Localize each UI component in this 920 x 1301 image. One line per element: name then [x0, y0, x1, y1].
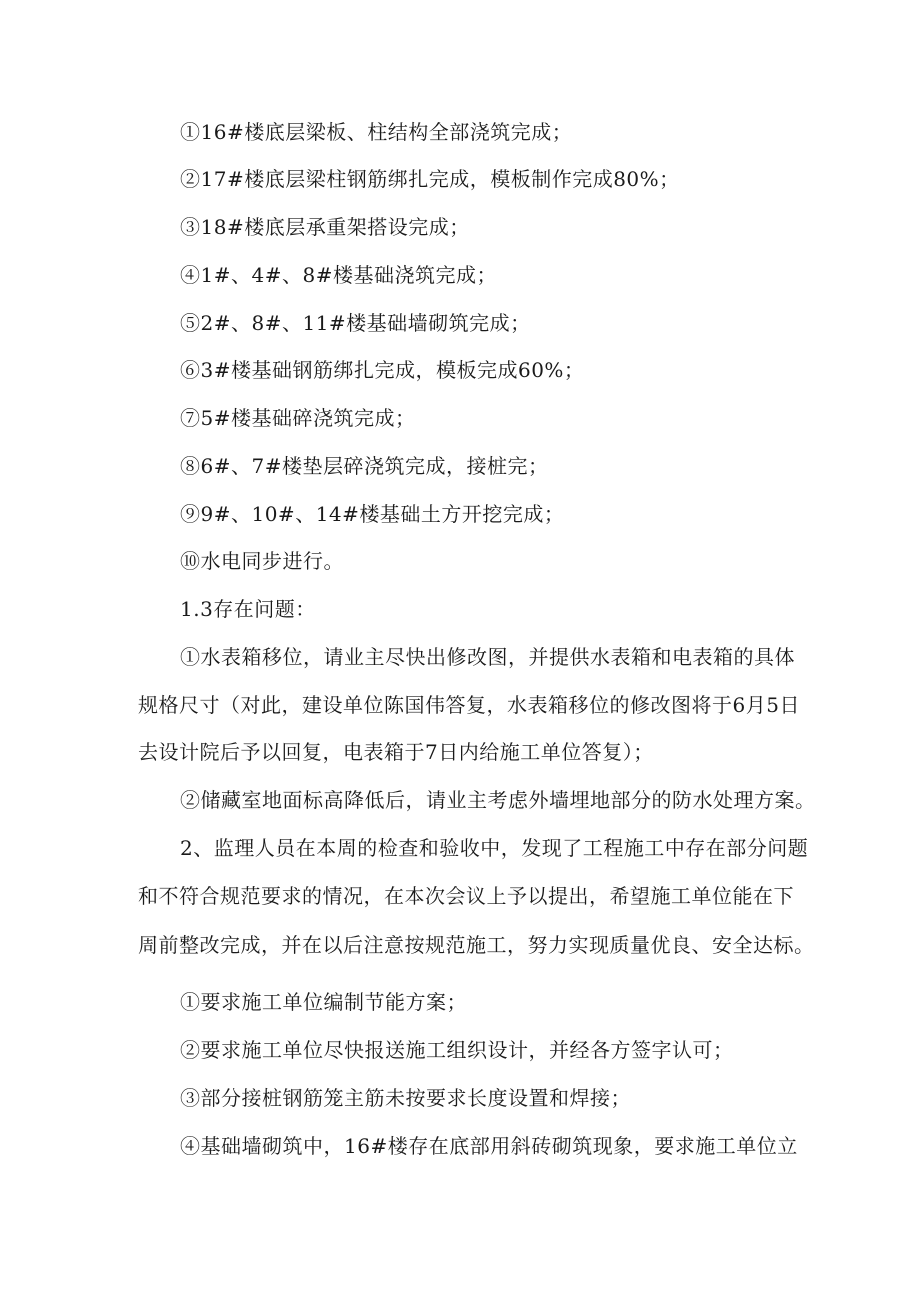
requirement-item-3: ③部分接桩钢筋笼主筋未按要求长度设置和焊接； — [180, 1086, 631, 1110]
progress-item-9: ⑨9#、10#、14#楼基础土方开挖完成； — [180, 502, 565, 526]
progress-item-7: ⑦5#楼基础碎浇筑完成； — [180, 406, 416, 430]
paragraph-2-line-3: 周前整改完成，并在以后注意按规范施工，努力实现质量优良、安全达标。 — [138, 933, 815, 957]
progress-item-2: ②17#楼底层梁柱钢筋绑扎完成，模板制作完成80%； — [180, 167, 680, 191]
progress-item-5: ⑤2#、8#、11#楼基础墙砌筑完成； — [180, 311, 531, 335]
issue-1-line-2: 规格尺寸（对此，建设单位陈国伟答复，水表箱移位的修改图将于6月5日 — [138, 693, 800, 717]
progress-item-1: ①16#楼底层梁板、柱结构全部浇筑完成； — [180, 120, 573, 144]
paragraph-2-line-1: 2、监理人员在本周的检查和验收中，发现了工程施工中存在部分问题 — [180, 836, 809, 860]
requirement-item-1: ①要求施工单位编制节能方案； — [180, 990, 467, 1014]
issue-1-line-1: ①水表箱移位，请业主尽快出修改图，并提供水表箱和电表箱的具体 — [180, 645, 795, 669]
progress-item-6: ⑥3#楼基础钢筋绑扎完成，模板完成60%； — [180, 358, 585, 382]
issue-2: ②储藏室地面标高降低后，请业主考虑外墙埋地部分的防水处理方案。 — [180, 788, 816, 812]
progress-item-10: ⑩水电同步进行。 — [180, 549, 344, 573]
progress-item-4: ④1#、4#、8#楼基础浇筑完成； — [180, 263, 497, 287]
section-heading: 1.3存在问题： — [180, 597, 316, 621]
issue-1-line-3: 去设计院后予以回复，电表箱于7日内给施工单位答复）； — [138, 740, 654, 764]
progress-item-3: ③18#楼底层承重架搭设完成； — [180, 215, 470, 239]
paragraph-2-line-2: 和不符合规范要求的情况，在本次会议上予以提出，希望施工单位能在下 — [138, 884, 794, 908]
requirement-item-2: ②要求施工单位尽快报送施工组织设计，并经各方签字认可； — [180, 1038, 734, 1062]
requirement-item-4: ④基础墙砌筑中，16#楼存在底部用斜砖砌筑现象，要求施工单位立 — [180, 1134, 798, 1158]
progress-item-8: ⑧6#、7#楼垫层碎浇筑完成，接桩完； — [180, 454, 549, 478]
